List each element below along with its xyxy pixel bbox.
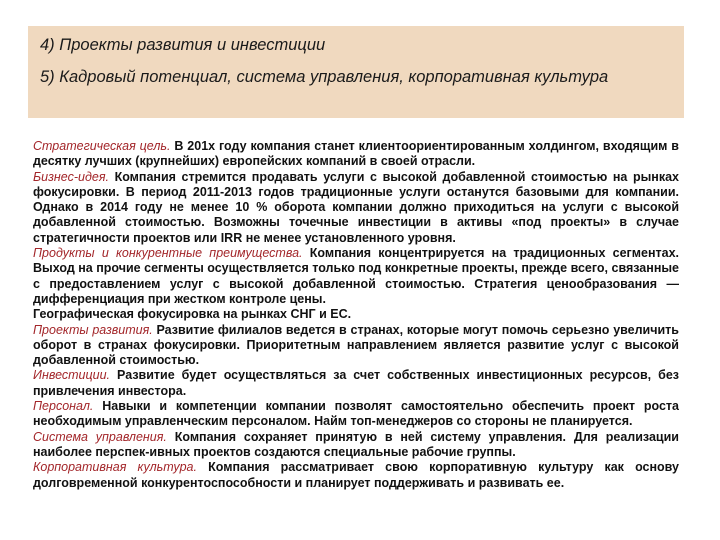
text-geography: Географическая фокусировка на рынках СНГ и ЕС. bbox=[33, 307, 352, 322]
header-item-5: 5) Кадровый потенциал, система управления, корпоративная культура bbox=[40, 68, 609, 86]
term-strategic-goal: Стратегическая цель. bbox=[33, 139, 171, 153]
term-investments: Инвестиции. bbox=[33, 368, 111, 383]
text-strategic-goal: В 201х году компания станет клиентоориентированным холдингом, входящим в десятку лучших (крупнейших) европейских компаний в своей отрасли. bbox=[33, 139, 679, 169]
header-item-4: 4) Проекты развития и инвестиции bbox=[40, 36, 326, 54]
term-products: Продукты и конкурентные преимущества. bbox=[33, 246, 303, 261]
header-box bbox=[28, 26, 684, 118]
text-corporate-culture: Компания рассматривает свою корпоративную культуру как основу долговременной конкурентоспособности и планирует поддерживать и развивать ее. bbox=[33, 460, 679, 490]
paragraph-business-idea bbox=[33, 170, 679, 246]
text-business-idea: Компания стремится продавать услуги с высокой добавленной стоимостью на рынках фокусировки. В период 2011-2013 годов традиционные услуги останутся базовыми для компании. Однако в 2014 году не менее 10 % оборота компании должно приходиться на услуги с высокой добавленной стоимостью. Возможны точечные инвестиции в активы «под проекты» в случае стратегичности проектов или IRR не менее установленного уровня. bbox=[33, 169, 679, 245]
text-products: Компания концентрируется на традиционных сегментах. Выход на прочие сегменты осуществляется только под конкретные проекты, прежде всего, связанные с предоставлением услуг с высокой добавленной стоимостью. Стратегия ценообразования — дифференциация при жестком контроле цены. bbox=[33, 246, 679, 306]
term-business-idea: Бизнес-идея. bbox=[33, 169, 109, 184]
paragraph-management-system bbox=[33, 430, 679, 461]
text-investments: Развитие будет осуществляться за счет собственных инвестиционных ресурсов, без привлечения инвестора. bbox=[33, 368, 679, 398]
paragraph-geography bbox=[33, 307, 679, 322]
text-personnel: Навыки и компетенции компании позволят самостоятельно обеспечить проект роста необходимым управленческим персоналом. Найм топ-менеджеров со стороны не планируется. bbox=[33, 399, 679, 429]
text-development-projects: Развитие филиалов ведется в странах, которые могут помочь серьезно увеличить оборот в странах фокусировки. Приоритетным направлением является развитие услуг с высокой добавленной стоимостью. bbox=[33, 322, 679, 368]
paragraph-development-projects bbox=[33, 323, 679, 369]
content-body bbox=[33, 139, 679, 491]
term-management-system: Система управления. bbox=[33, 429, 167, 444]
paragraph-corporate-culture bbox=[33, 460, 679, 491]
paragraph-investments bbox=[33, 368, 679, 399]
term-development-projects: Проекты развития. bbox=[33, 322, 153, 337]
term-personnel: Персонал. bbox=[33, 399, 94, 414]
text-management-system: Компания сохраняет принятую в ней систему управления. Для реализации наиболее перспек-ивных проектов создаются специальные рабочие группы. bbox=[33, 429, 679, 459]
term-corporate-culture: Корпоративная культура. bbox=[33, 460, 197, 475]
paragraph-strategic-goal bbox=[33, 139, 679, 170]
paragraph-products bbox=[33, 246, 679, 307]
paragraph-personnel bbox=[33, 399, 679, 430]
